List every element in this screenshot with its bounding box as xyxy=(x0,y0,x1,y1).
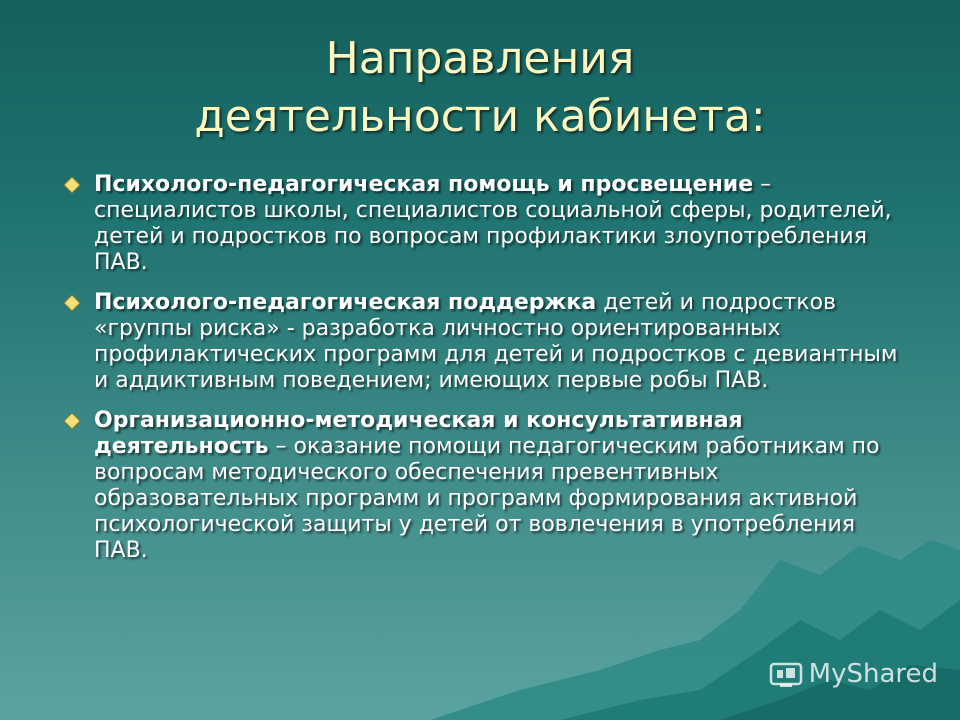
bullet-bold-text: Психолого-педагогическая помощь и просвещение xyxy=(94,172,754,197)
myshared-logo-icon xyxy=(769,659,803,689)
diamond-bullet-icon xyxy=(64,177,80,193)
watermark-text: MyShared xyxy=(808,659,938,689)
bullet-bold-text: Психолого-педагогическая поддержка xyxy=(94,290,597,315)
bullet-text: – оказание помощи педагогическим работникам по вопросам методического обеспечения превентивных образовательных программ и программ формирования активной психологической защиты у детей от вовлечения в употребления ПАВ. xyxy=(94,434,880,563)
title-line-1: Направления xyxy=(325,33,635,84)
bullet-item xyxy=(62,172,912,276)
bullet-bold-text: Организационно-методическая и консультативная деятельность xyxy=(94,408,743,459)
myshared-watermark xyxy=(769,654,938,694)
diamond-bullet-icon xyxy=(64,295,80,311)
bullet-text: детей и подростков «группы риска» - разработка личностно ориентированных профилактических программ для детей и подростков с девиантным и аддиктивным поведением; имеющих первые робы ПАВ. xyxy=(94,290,898,393)
slide-title xyxy=(60,30,900,146)
title-line-2: деятельности кабинета: xyxy=(194,91,766,142)
diamond-bullet-icon xyxy=(64,413,80,429)
bullet-item xyxy=(62,290,912,394)
bullet-item xyxy=(62,408,912,564)
bullet-text: – специалистов школы, специалистов социальной сферы, родителей, детей и подростков по вопросам профилактики злоупотребления ПАВ. xyxy=(94,172,892,275)
bullet-list xyxy=(62,172,912,578)
